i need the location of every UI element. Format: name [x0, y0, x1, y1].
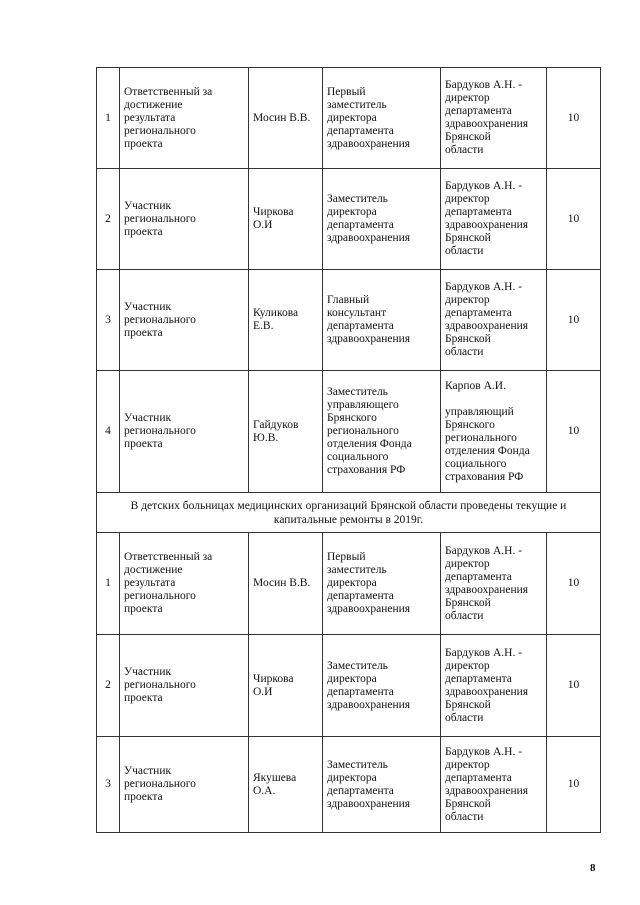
role-cell-line: проекта [124, 791, 163, 803]
position-cell-line: управляющего [327, 399, 399, 411]
row-number: 3 [97, 737, 120, 833]
name-cell-line: Ю.В. [253, 431, 279, 444]
role-cell-line: достижение [124, 98, 183, 111]
name-cell-line: О.И [253, 685, 273, 698]
supervisor-cell-line: области [445, 711, 484, 724]
position-cell-line: директора [327, 577, 377, 589]
name-cell-line: Мосин В.В. [253, 577, 311, 589]
position-cell-line: здравоохранения [327, 232, 411, 244]
role-cell-line: Участник [124, 412, 172, 424]
role-cell-line: проекта [124, 603, 163, 615]
position-cell-line: заместитель [327, 98, 387, 111]
position-cell-line: страхования РФ [327, 464, 406, 476]
role-cell [120, 169, 249, 270]
name-cell-line: О.И [253, 219, 273, 231]
supervisor-cell-line: Брянской [445, 232, 491, 244]
position-cell [323, 270, 441, 371]
name-cell-line: Чиркова [253, 206, 294, 218]
supervisor-cell-line: департамента [445, 570, 512, 583]
value-cell: 10 [547, 737, 601, 833]
position-cell-line: Главный [327, 294, 370, 306]
position-cell-line: социального [327, 451, 389, 463]
supervisor-cell-line: социального [445, 457, 507, 470]
table-row [97, 270, 601, 371]
position-cell-line: Заместитель [327, 386, 388, 398]
position-cell-line: регионального [327, 425, 399, 437]
supervisor-cell-line: области [445, 609, 484, 622]
position-cell-line: Заместитель [327, 758, 388, 771]
supervisor-cell-line: директор [445, 193, 490, 205]
position-cell-line: директора [327, 206, 377, 218]
table-row [97, 169, 601, 270]
table-row [97, 737, 601, 833]
supervisor-cell-line: Брянской [445, 698, 491, 711]
value-cell: 10 [547, 371, 601, 493]
row-number: 1 [97, 533, 120, 635]
supervisor-cell-line: страхования РФ [445, 470, 524, 483]
supervisor-cell [441, 270, 547, 371]
role-cell-line: результата [124, 577, 176, 589]
role-cell-line: Участник [124, 765, 172, 777]
supervisor-cell [441, 533, 547, 635]
position-cell-line: Заместитель [327, 193, 388, 205]
position-cell [323, 737, 441, 833]
position-cell-line: отделения Фонда [327, 438, 412, 450]
name-cell-line: Мосин В.В. [253, 111, 311, 124]
table-row [97, 68, 601, 169]
value-cell: 10 [547, 533, 601, 635]
name-cell-line: Е.В. [253, 320, 274, 332]
row-number: 3 [97, 270, 120, 371]
role-cell-line: регионального [124, 313, 196, 326]
position-cell-line: консультант [327, 307, 387, 319]
section-heading-line: капитальные ремонты в 2019г. [273, 513, 424, 526]
row-number: 1 [97, 68, 120, 169]
supervisor-cell-line: Бардуков А.Н. - [445, 544, 523, 557]
row-number: 4 [97, 371, 120, 493]
supervisor-cell-line: Брянского [445, 418, 495, 431]
section-row [97, 493, 601, 533]
role-cell-line: проекта [124, 438, 163, 450]
role-cell-line: регионального [124, 590, 196, 602]
responsibility-table [96, 67, 601, 833]
supervisor-cell-line: департамента [445, 771, 512, 784]
supervisor-cell-line: директор [445, 92, 490, 104]
position-cell-line: департамента [327, 590, 394, 602]
role-cell-line: Участник [124, 199, 172, 212]
supervisor-cell-line: Бардуков А.Н. - [445, 745, 523, 758]
name-cell-line: Гайдуков [253, 418, 299, 431]
supervisor-cell-line: Бардуков А.Н. - [445, 646, 523, 659]
value-cell: 10 [547, 68, 601, 169]
name-cell-line: Куликова [253, 307, 299, 319]
value-cell: 10 [547, 635, 601, 737]
supervisor-cell-line: Брянской [445, 797, 491, 810]
role-cell [120, 68, 249, 169]
name-cell-line: Якушева [253, 771, 297, 784]
section-heading [97, 493, 601, 533]
name-cell-line: О.А. [253, 784, 276, 797]
role-cell-line: регионального [124, 212, 196, 225]
role-cell-line: Ответственный за [124, 85, 213, 98]
supervisor-cell-line: департамента [445, 206, 512, 218]
table-row [97, 371, 601, 493]
value-cell: 10 [547, 270, 601, 371]
supervisor-cell-line: Брянской [445, 596, 491, 609]
supervisor-cell-line: области [445, 245, 484, 257]
supervisor-cell-line: департамента [445, 307, 512, 319]
role-cell-line: Участник [124, 300, 172, 313]
row-number: 2 [97, 169, 120, 270]
position-cell-line: департамента [327, 685, 394, 698]
supervisor-cell-line: департамента [445, 672, 512, 685]
position-cell-line: здравоохранения [327, 333, 411, 345]
position-cell-line: Первый [327, 85, 366, 98]
name-cell [249, 371, 323, 493]
value-cell: 10 [547, 169, 601, 270]
name-cell [249, 270, 323, 371]
role-cell-line: регионального [124, 778, 196, 790]
supervisor-cell-line: здравоохранения [445, 118, 529, 130]
name-cell-line: Чиркова [253, 672, 294, 685]
supervisor-cell-line: департамента [445, 105, 512, 117]
supervisor-cell-line: директор [445, 659, 490, 672]
position-cell [323, 169, 441, 270]
role-cell-line: достижение [124, 564, 183, 576]
supervisor-cell-line: здравоохранения [445, 320, 529, 332]
name-cell [249, 635, 323, 737]
position-cell-line: директора [327, 672, 377, 685]
position-cell-line: здравоохранения [327, 137, 411, 150]
position-cell-line: здравоохранения [327, 698, 411, 711]
supervisor-cell [441, 371, 547, 493]
supervisor-cell-line: Бардуков А.Н. - [445, 281, 523, 293]
position-cell [323, 533, 441, 635]
supervisor-cell-line: управляющий [445, 405, 514, 418]
role-cell [120, 270, 249, 371]
position-cell-line: здравоохранения [327, 797, 411, 810]
supervisor-cell-line: области [445, 810, 484, 823]
role-cell-line: Участник [124, 666, 172, 678]
role-cell-line: проекта [124, 137, 163, 150]
position-cell-line: здравоохранения [327, 603, 411, 615]
section-heading-line: В детских больницах медицинских организаций Брянской области проведены текущие и [130, 499, 567, 512]
role-cell-line: проекта [124, 692, 163, 704]
position-cell [323, 371, 441, 493]
supervisor-cell-line: области [445, 346, 484, 358]
supervisor-cell-line: отделения Фонда [445, 444, 530, 457]
position-cell-line: директора [327, 771, 377, 784]
name-cell [249, 737, 323, 833]
name-cell [249, 169, 323, 270]
supervisor-cell-line: регионального [445, 431, 517, 444]
page-number: 8 [590, 862, 596, 874]
position-cell-line: Первый [327, 551, 366, 563]
role-cell-line: Ответственный за [124, 551, 213, 563]
name-cell [249, 533, 323, 635]
supervisor-cell [441, 169, 547, 270]
role-cell-line: регионального [124, 679, 196, 691]
supervisor-cell-line: директор [445, 758, 490, 771]
role-cell-line: проекта [124, 326, 163, 339]
table-row [97, 533, 601, 635]
role-cell-line: регионального [124, 425, 196, 437]
role-cell [120, 737, 249, 833]
position-cell-line: Заместитель [327, 659, 388, 672]
supervisor-cell-line: области [445, 144, 484, 156]
supervisor-cell-line: Бардуков А.Н. - [445, 180, 523, 192]
role-cell-line: регионального [124, 124, 196, 137]
supervisor-cell [441, 737, 547, 833]
table-row [97, 635, 601, 737]
role-cell-line: проекта [124, 225, 163, 238]
supervisor-cell-line: Бардуков А.Н. - [445, 79, 523, 91]
supervisor-cell-line: Брянской [445, 333, 491, 345]
supervisor-cell-line: здравоохранения [445, 583, 529, 596]
supervisor-cell-line: директор [445, 294, 490, 306]
position-cell-line: департамента [327, 320, 394, 332]
position-cell-line: заместитель [327, 564, 387, 576]
position-cell [323, 635, 441, 737]
position-cell [323, 68, 441, 169]
position-cell-line: департамента [327, 124, 394, 137]
position-cell-line: Брянского [327, 412, 377, 424]
supervisor-cell-line [445, 393, 542, 406]
role-cell [120, 635, 249, 737]
supervisor-cell-line: директор [445, 557, 490, 570]
supervisor-cell [441, 635, 547, 737]
position-cell-line: директора [327, 111, 377, 124]
position-cell-line: департамента [327, 219, 394, 231]
row-number: 2 [97, 635, 120, 737]
supervisor-cell [441, 68, 547, 169]
role-cell-line: результата [124, 111, 176, 124]
role-cell [120, 533, 249, 635]
supervisor-cell-line: здравоохранения [445, 685, 529, 698]
supervisor-cell-line: Карпов А.И. [445, 379, 506, 392]
name-cell [249, 68, 323, 169]
supervisor-cell-line: здравоохранения [445, 219, 529, 231]
supervisor-cell-line: здравоохранения [445, 784, 529, 797]
supervisor-cell-line: Брянской [445, 131, 491, 143]
position-cell-line: департамента [327, 784, 394, 797]
role-cell [120, 371, 249, 493]
